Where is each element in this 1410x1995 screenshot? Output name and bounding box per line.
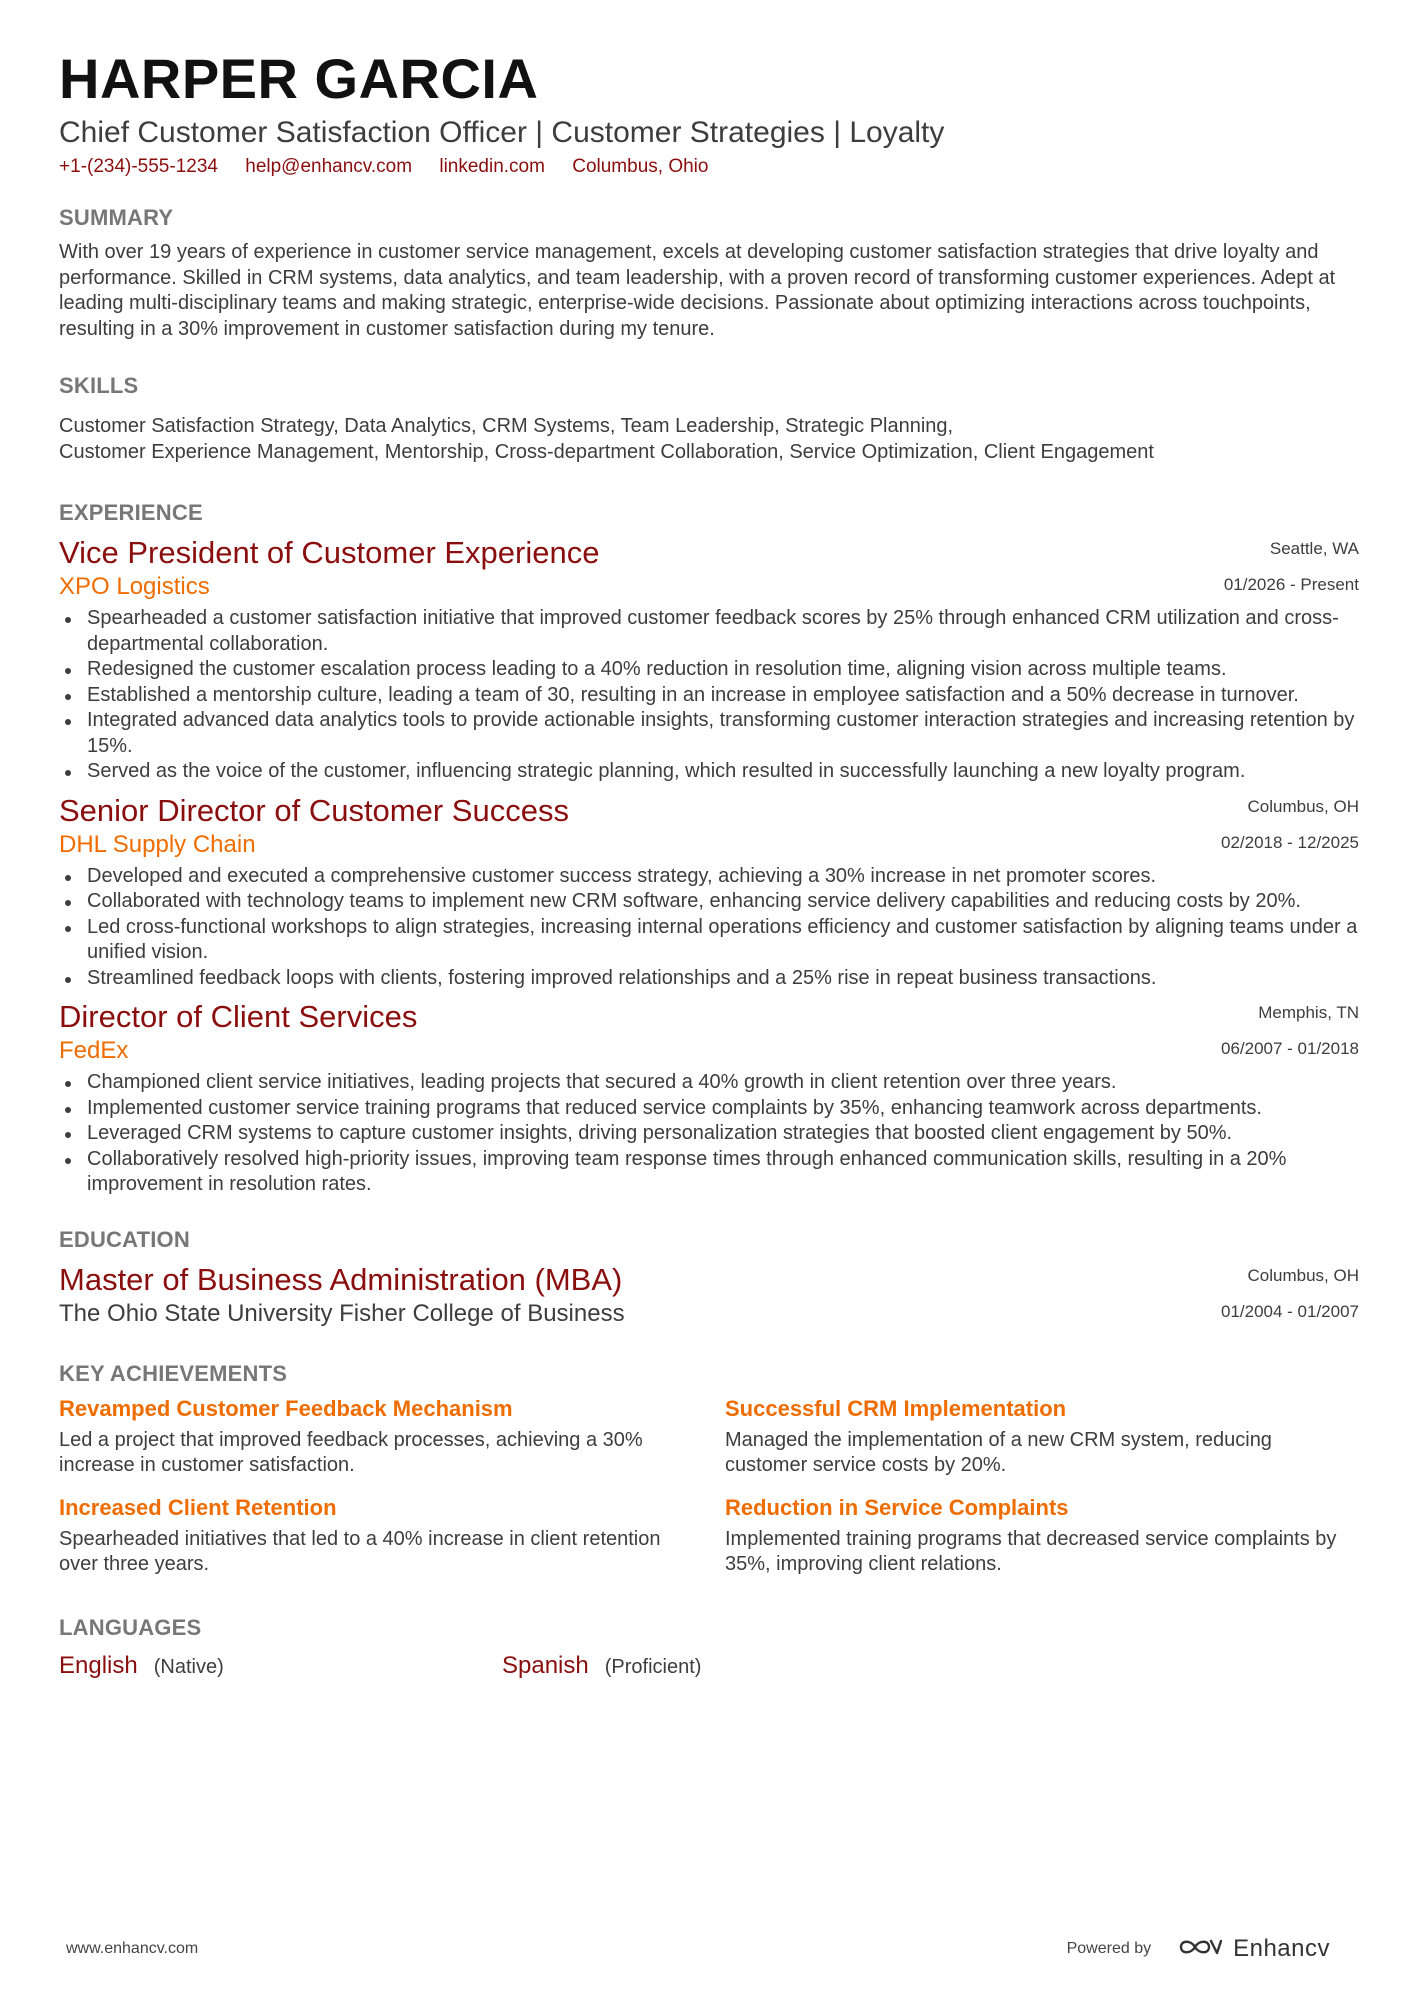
language-item: [59, 1650, 502, 1682]
job-entry: [59, 533, 1359, 785]
achievement-item: [59, 1394, 725, 1479]
experience-section: [59, 499, 1359, 1198]
achievement-desc: Spearheaded initiatives that led to a 40% increase in client retention over three years.: [59, 1527, 661, 1575]
job-location: Columbus, OH: [1247, 796, 1359, 816]
resume-page: [59, 48, 1359, 1682]
contact-location: Columbus, Ohio: [572, 156, 709, 177]
job-dates: 01/2026 - Present: [1223, 575, 1359, 594]
job-bullets: [59, 864, 1359, 992]
job-dates: 02/2018 - 12/2025: [1220, 832, 1359, 852]
job-bullet: Led cross-functional workshops to align strategies, increasing internal operations efficiency and customer satisfaction by aligning teams under a unified vision.: [59, 915, 1359, 966]
job-bullets: [59, 606, 1359, 785]
skills-list: [59, 414, 1359, 465]
education-title: EDUCATION: [59, 1226, 190, 1252]
achievement-title: Reduction in Service Complaints: [725, 1494, 1069, 1520]
enhancv-logo-icon: [1177, 1936, 1223, 1963]
candidate-name: HARPER GARCIA: [59, 47, 539, 110]
summary-title: SUMMARY: [59, 205, 174, 230]
education-location: Columbus, OH: [1247, 1265, 1359, 1285]
contact-email[interactable]: help@enhancv.com: [245, 156, 413, 177]
achievement-item: [59, 1493, 725, 1578]
job-bullet: Established a mentorship culture, leading a team of 30, resulting in an increase in employee satisfaction and a 50% decrease in turnover.: [59, 683, 1359, 709]
contact-phone[interactable]: +1-(234)-555-1234: [59, 156, 218, 177]
job-bullet: Leveraged CRM systems to capture customer insights, driving personalization strategies that boosted client engagement by 50%.: [59, 1121, 1359, 1147]
job-company: XPO Logistics: [59, 573, 210, 600]
job-dates: 06/2007 - 01/2018: [1220, 1039, 1359, 1058]
job-role: Senior Director of Customer Success: [59, 792, 569, 828]
job-bullets: [59, 1070, 1359, 1198]
achievements-section: [59, 1360, 1359, 1578]
job-location: Memphis, TN: [1258, 1003, 1359, 1022]
summary-text: With over 19 years of experience in customer service management, excels at developing customer satisfaction strategies that drive loyalty and performance. Skilled in CRM systems, data analytics, and team leadership, with a proven record of transforming customer experiences. Adept at leading multi-disciplinary teams and making strategic, enterprise-wide decisions. Passionate about optimizing interactions across touchpoints, resulting in a 30% improvement in customer satisfaction during my tenure.: [59, 241, 1336, 340]
job-entry: [59, 997, 1359, 1198]
achievement-title: Successful CRM Implementation: [725, 1395, 1067, 1421]
achievement-desc: Led a project that improved feedback processes, achieving a 30% increase in customer satisfaction.: [59, 1428, 643, 1476]
job-bullet: Championed client service initiatives, leading projects that secured a 40% growth in client retention over three years.: [59, 1070, 1359, 1096]
enhancv-brand-name: Enhancv: [1233, 1935, 1330, 1962]
job-bullet: Developed and executed a comprehensive customer success strategy, achieving a 30% increase in net promoter scores.: [59, 864, 1359, 890]
job-bullet: Redesigned the customer escalation process leading to a 40% reduction in resolution time, aligning vision across multiple teams.: [59, 657, 1359, 683]
achievements-title: KEY ACHIEVEMENTS: [59, 1360, 288, 1386]
language-level: (Native): [153, 1655, 224, 1678]
achievement-item: [725, 1493, 1365, 1578]
achievement-desc: Managed the implementation of a new CRM system, reducing customer service costs by 20%.: [725, 1428, 1272, 1476]
resume-header: [59, 48, 1359, 180]
summary-section: [59, 204, 1359, 342]
contact-linkedin[interactable]: linkedin.com: [439, 156, 545, 177]
footer-branding[interactable]: [1067, 1935, 1330, 1963]
job-company: DHL Supply Chain: [59, 830, 256, 858]
job-role: Director of Client Services: [59, 999, 418, 1034]
achievement-item: [725, 1394, 1365, 1479]
languages-section: [59, 1614, 1359, 1682]
job-bullet: Spearheaded a customer satisfaction initiative that improved customer feedback scores by 25% through enhanced CRM utilization and cross-departmental collaboration.: [59, 606, 1359, 657]
language-level: (Proficient): [604, 1655, 702, 1678]
job-bullet: Served as the voice of the customer, influencing strategic planning, which resulted in successfully launching a new loyalty program.: [59, 759, 1359, 785]
experience-title: EXPERIENCE: [59, 500, 203, 525]
language-name: English: [59, 1651, 138, 1679]
language-item: [502, 1650, 945, 1682]
job-bullet: Streamlined feedback loops with clients, fostering improved relationships and a 25% rise in repeat business transactions.: [59, 966, 1359, 992]
job-bullet: Integrated advanced data analytics tools to provide actionable insights, transforming customer interaction strategies and increasing retention by 15%.: [59, 708, 1359, 759]
skills-title: SKILLS: [59, 373, 139, 398]
job-role: Vice President of Customer Experience: [59, 535, 600, 570]
achievements-grid: [59, 1394, 1359, 1578]
contact-line: [59, 154, 1359, 180]
language-name: Spanish: [502, 1651, 589, 1679]
footer-website[interactable]: www.enhancv.com: [66, 1940, 199, 1957]
skills-line: Customer Experience Management, Mentorship, Cross-department Collaboration, Service Optimization, Client Engagement: [59, 440, 1154, 463]
education-dates: 01/2004 - 01/2007: [1220, 1301, 1359, 1321]
achievement-title: Revamped Customer Feedback Mechanism: [59, 1395, 513, 1421]
powered-by-label: Powered by: [1066, 1940, 1152, 1957]
job-location: Seattle, WA: [1269, 539, 1359, 558]
job-company: FedEx: [59, 1037, 129, 1064]
skills-section: [59, 372, 1359, 465]
job-bullet: Implemented customer service training programs that reduced service complaints by 35%, enhancing teamwork across departments.: [59, 1096, 1359, 1122]
education-degree: Master of Business Administration (MBA): [59, 1261, 623, 1297]
job-entry: [59, 791, 1359, 992]
achievement-desc: Implemented training programs that decreased service complaints by 35%, improving client relations.: [725, 1527, 1337, 1575]
education-section: [59, 1226, 1359, 1328]
achievement-title: Increased Client Retention: [59, 1494, 337, 1520]
skills-line: Customer Satisfaction Strategy, Data Analytics, CRM Systems, Team Leadership, Strategic Planning,: [59, 415, 954, 437]
job-bullet: Collaborated with technology teams to implement new CRM software, enhancing service delivery capabilities and reducing costs by 20%.: [59, 889, 1359, 915]
languages-list: [59, 1650, 1359, 1682]
candidate-headline: Chief Customer Satisfaction Officer | Customer Strategies | Loyalty: [59, 116, 945, 149]
job-bullet: Collaboratively resolved high-priority issues, improving team response times through enhanced communication skills, resulting in a 20% improvement in resolution rates.: [59, 1147, 1359, 1198]
education-entry: [59, 1260, 1359, 1328]
education-school: The Ohio State University Fisher College of Business: [59, 1299, 625, 1327]
languages-title: LANGUAGES: [59, 1614, 202, 1640]
